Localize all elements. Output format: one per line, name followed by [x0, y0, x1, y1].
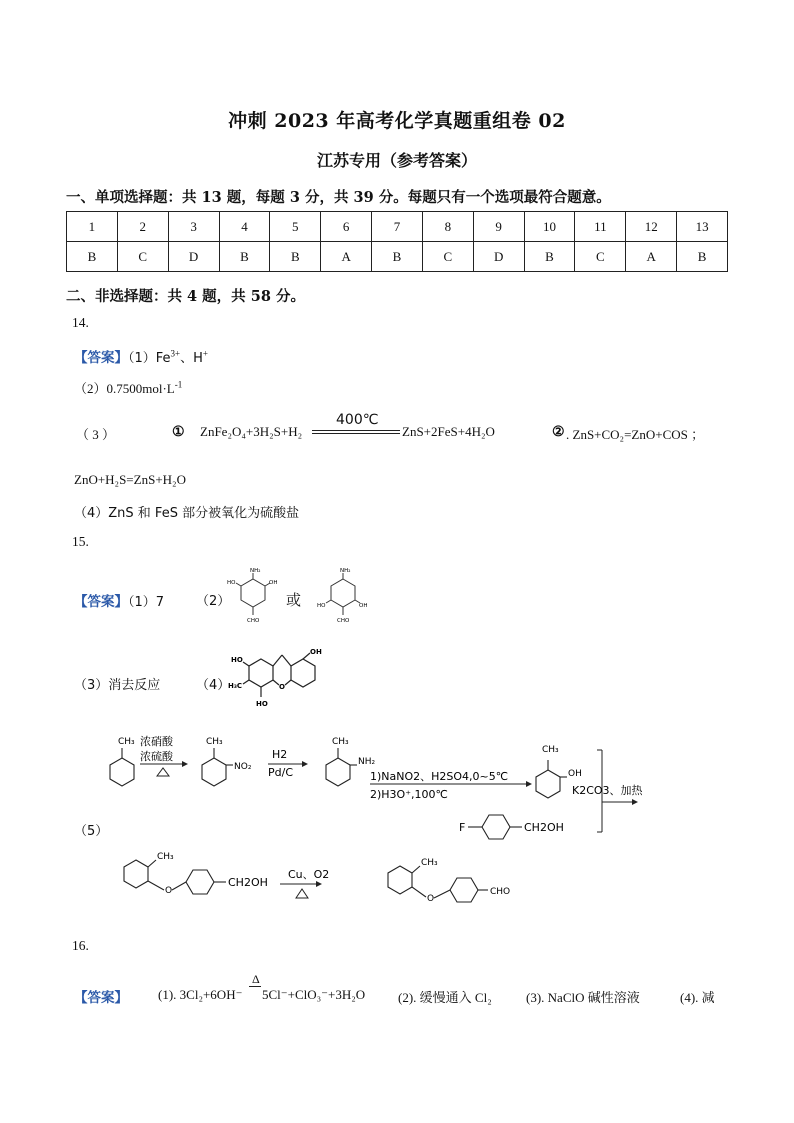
nh2-label: NH₂ — [250, 568, 261, 574]
q16-answer-1: (1). 3Cl₂+6OH⁻ — [158, 987, 243, 1002]
question-number-cell: 13 — [677, 212, 728, 242]
q15-p1: （1）7 — [128, 595, 165, 610]
reagent-k2co3-heat: K2CO3、加热 — [572, 784, 643, 797]
q14-part4: （4）ZnS 和 FeS 部分被氧化为硫酸盐 — [74, 506, 300, 521]
reagent-sulfuric-acid: 浓硫酸 — [140, 750, 173, 763]
section-heading-1: 一、单项选择题：共 13 题，每题 3 分，共 39 分。每题只有一个选项最符合题意。 — [66, 189, 611, 206]
ch3-label: CH₃ — [157, 852, 174, 862]
q14-eq1-right: ZnS+2FeS+4H₂O — [402, 424, 495, 439]
question-number-cell: 8 — [422, 212, 473, 242]
q15-synthesis-route — [102, 724, 668, 842]
answer-cell: B — [270, 242, 321, 272]
question-number-cell: 9 — [473, 212, 524, 242]
q16-answer-1-right: 5Cl⁻+ClO₃⁻+3H₂O — [262, 987, 366, 1002]
q14-circle-1: ① — [172, 425, 185, 440]
question-number-cell: 7 — [372, 212, 423, 242]
q14-eq1-condition: 400℃ — [336, 412, 379, 428]
oh-label: OH — [568, 769, 582, 779]
question-number-15: 15. — [72, 534, 89, 549]
q14-eq1-line-top — [312, 430, 400, 431]
q14-p1-label: （1）Fe — [128, 351, 171, 366]
answer-tag: 【答案】 — [74, 990, 128, 1006]
q16-answer-4: (4). 减 — [680, 990, 715, 1005]
ch3-label: CH₃ — [206, 737, 223, 747]
q16-answer-2: (2). 缓慢通入 Cl₂ — [398, 990, 492, 1005]
q15-part5-label: （5） — [74, 824, 109, 839]
answer-cell: C — [117, 242, 168, 272]
o-label: O — [427, 894, 435, 904]
question-number-cell: 5 — [270, 212, 321, 242]
q15-part1 — [74, 590, 164, 610]
answer-table — [66, 211, 728, 272]
page-title: 冲刺 2023 年高考化学真题重组卷 02 — [228, 110, 566, 132]
reagent-cu-o2: Cu、O2 — [288, 868, 330, 881]
ch2oh-label: CH2OH — [524, 821, 564, 834]
o-label: O — [165, 886, 173, 896]
fluoro-label: F — [459, 821, 466, 834]
oh-label: OH — [269, 580, 278, 586]
q14-part3-label: （ 3 ） — [76, 427, 116, 442]
section-heading-2: 二、非选择题：共 4 题，共 58 分。 — [66, 288, 305, 305]
ho-label: HO — [256, 700, 268, 708]
question-number-cell: 10 — [524, 212, 575, 242]
answer-cell: C — [422, 242, 473, 272]
q14-p2-sup: -1 — [174, 379, 183, 390]
q14-eq2: . ZnS+CO₂=ZnO+COS ； — [566, 427, 705, 442]
reagent-hydrolysis: 2)H3O⁺,100℃ — [370, 788, 448, 801]
answer-tag: 【答案】 — [74, 350, 128, 366]
question-number-cell: 4 — [219, 212, 270, 242]
question-number-14: 14. — [72, 315, 89, 330]
h3c-label: H₃C — [228, 682, 243, 690]
answer-cell: D — [168, 242, 219, 272]
page-subtitle: 江苏专用（参考答案） — [316, 151, 477, 170]
ch3-label: CH₃ — [542, 745, 559, 755]
q14-p1-sup1: 3+ — [170, 348, 181, 359]
q15-structure-2b — [316, 565, 370, 631]
q14-eq1-line-bottom — [312, 433, 400, 434]
q14-p1-sup2: + — [202, 348, 208, 359]
answer-cell: B — [524, 242, 575, 272]
q14-circle-2: ② — [552, 425, 565, 440]
answer-cell: A — [321, 242, 372, 272]
q15-synthesis-route-2 — [116, 842, 566, 920]
q15-structure-2a — [226, 565, 280, 629]
heat-triangle-icon — [157, 768, 169, 776]
nh2-label: NH₂ — [358, 757, 376, 767]
q14-part2 — [74, 378, 182, 397]
answer-table-number-row — [67, 212, 728, 242]
heat-triangle-icon — [296, 889, 308, 898]
question-number-cell: 3 — [168, 212, 219, 242]
oh-label: OH — [310, 648, 322, 656]
cho-label: CHO — [247, 618, 260, 624]
q16-eq-line — [249, 986, 261, 987]
answer-cell: A — [626, 242, 677, 272]
ho-label: HO — [317, 603, 326, 609]
question-number-cell: 11 — [575, 212, 626, 242]
reagent-nitric-acid: 浓硝酸 — [140, 735, 173, 748]
question-number-16: 16. — [72, 938, 89, 953]
question-number-cell: 1 — [67, 212, 118, 242]
answer-cell: B — [372, 242, 423, 272]
answer-cell: B — [677, 242, 728, 272]
reagent-diazotization: 1)NaNO2、H2SO4,0~5℃ — [370, 770, 509, 783]
nh2-label: NH₂ — [340, 568, 351, 574]
ch3-label: CH₃ — [332, 737, 349, 747]
reagent-pd-c: Pd/C — [268, 766, 294, 779]
question-number-cell: 12 — [626, 212, 677, 242]
answer-tag: 【答案】 — [74, 594, 128, 610]
no2-label: NO₂ — [234, 762, 252, 772]
q15-structure-4 — [228, 645, 334, 715]
cho-label: CHO — [337, 618, 350, 624]
q15-part4-label: （4） — [196, 678, 231, 693]
answer-cell: B — [219, 242, 270, 272]
reagent-h2: H2 — [272, 748, 288, 761]
or-text: 或 — [286, 591, 302, 609]
ho-label: HO — [227, 580, 236, 586]
q15-part2-label: （2） — [196, 594, 231, 609]
cho-label: CHO — [490, 887, 511, 897]
ch2oh-label: CH2OH — [228, 876, 268, 889]
q14-eq1-left: ZnFe₂O₄+3H₂S+H₂ — [200, 424, 303, 439]
question-number-cell: 2 — [117, 212, 168, 242]
q16-answer-3: (3). NaClO 碱性溶液 — [526, 990, 640, 1005]
answer-cell: D — [473, 242, 524, 272]
answer-cell: B — [67, 242, 118, 272]
ho-label: HO — [231, 656, 243, 664]
q14-p2-label: （2）0.7500mol·L — [74, 381, 175, 396]
answer-cell: C — [575, 242, 626, 272]
ch3-label: CH₃ — [421, 858, 438, 868]
question-number-cell: 6 — [321, 212, 372, 242]
q14-eq3: ZnO+H₂S=ZnS+H₂O — [74, 472, 186, 487]
ch3-label: CH₃ — [118, 737, 135, 747]
answer-table-answer-row — [67, 242, 728, 272]
q16-answer-1-condition: Δ — [252, 972, 260, 986]
q14-part1 — [74, 346, 208, 366]
q15-part3: （3）消去反应 — [74, 678, 161, 693]
q14-p1-mid: 、H — [180, 351, 203, 366]
oh-label: OH — [359, 603, 368, 609]
o-label: O — [279, 683, 285, 691]
